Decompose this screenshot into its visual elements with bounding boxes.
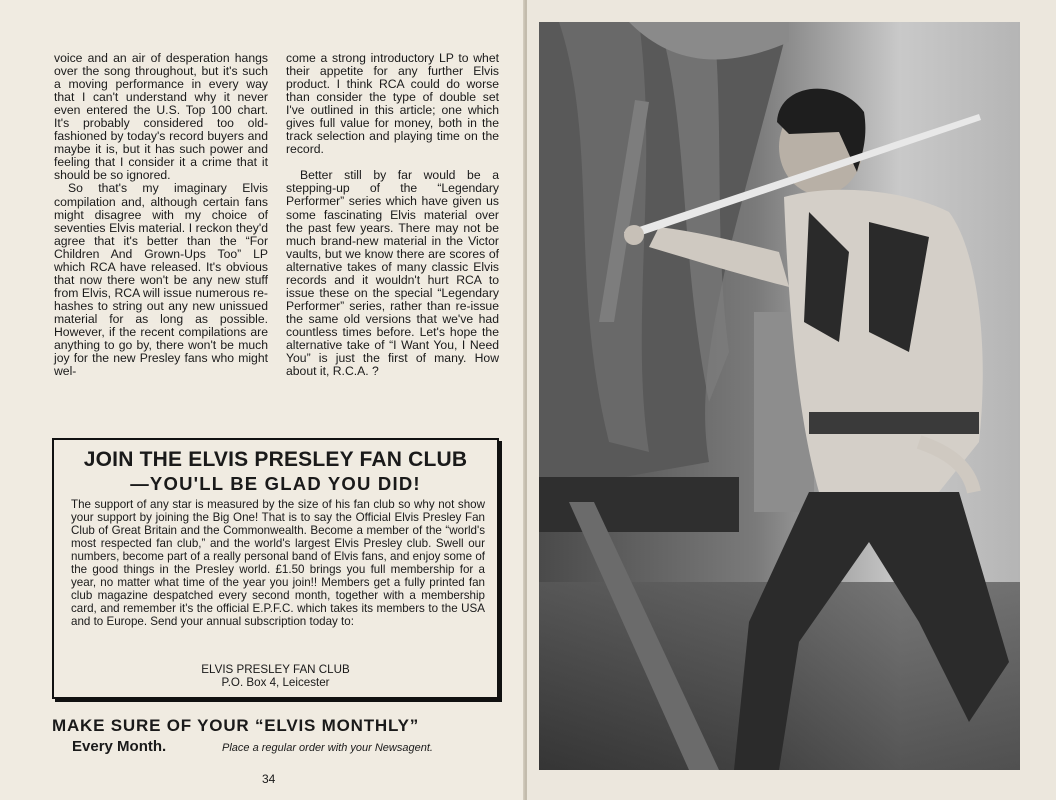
fan-club-body: The support of any star is measured by the size of his fan club so why not show your support by joining the Big One! That is to say the Official Elvis Presley Fan Club of Great Britain and the Commonwealth. Become a member of the “world's most respected fan club,” and the world's largest Elvis Presley club. Swell our numbers, become part of a really personal band of Elvis fans, and enjoy some of the good things in the Presley world. £1.50 brings you full membership for a year, no matter what time of the year you join!! Members get a fully printed fan club magazine despatched every second month, together with a membership card, and remember it's the official E.P.F.C. which takes its members to the USA and to Europe. Send your annual subscription today to:	[71, 498, 485, 628]
every-month-text: Every Month.	[72, 738, 167, 755]
fan-club-advert	[52, 438, 499, 699]
article-column-1	[54, 52, 268, 378]
article-paragraph: come a strong introductory LP to whet their appetite for any further Elvis product. I think RCA could do worse than consider the type of double set I've outlined in this article; one which gives full value for money, both in the track selection and playing time on the record.	[286, 51, 499, 157]
article-paragraph: So that's my imaginary Elvis compilation and, although certain fans might disagree with my choice of seventies Elvis material. I reckon they'd agree that it's better than the “For Children And Grown-Ups Too” LP which RCA have released. It's obvious that now there won't be any new stuff from Elvis, RCA will issue numerous re-hashes to string out any new unissued material for as long as possible. However, if the recent compilations are anything to go by, there won't be much joy for the new Presley fans who might wel-	[54, 181, 268, 379]
fan-club-address	[54, 663, 497, 689]
elvis-photo	[539, 22, 1020, 770]
fan-club-subtitle: —YOU'LL BE GLAD YOU DID!	[130, 473, 421, 494]
article-paragraph: Better still by far would be a stepping-up of the “Legendary Performer” series which have given us some fascinating Elvis material over the past few years. There may not be much brand-new material in the Victor vaults, but we know there are scores of alternative takes of many classic Elvis records and it wouldn't hurt RCA to issue these on the special “Legendary Performer” series, rather than re-issue the same old versions that we've had countless times before. Let's hope the alternative take of “I Want You, I Need You” is just the first of many. How about it, R.C.A. ?	[286, 168, 499, 379]
page-number: 34	[262, 772, 276, 786]
elvis-photo-icon	[539, 22, 1020, 770]
fan-club-title: JOIN THE ELVIS PRESLEY FAN CLUB	[83, 448, 468, 471]
left-page	[0, 0, 526, 800]
article-paragraph: voice and an air of desperation hangs over the song throughout, but it's such a moving performance in every way that I can't understand why it never even entered the U.S. Top 100 chart. It's probably considered too old-fashioned by today's record buyers and maybe it is, but it has such power and feeling that I consider it a crime that it should be so ignored.	[54, 51, 268, 183]
order-note: Place a regular order with your Newsagent.	[222, 742, 433, 754]
address-line-1: ELVIS PRESLEY FAN CLUB	[201, 663, 350, 676]
elvis-monthly-headline: MAKE SURE OF YOUR “ELVIS MONTHLY”	[52, 716, 420, 735]
article-column-2	[286, 52, 499, 378]
address-line-2: P.O. Box 4, Leicester	[221, 676, 330, 689]
